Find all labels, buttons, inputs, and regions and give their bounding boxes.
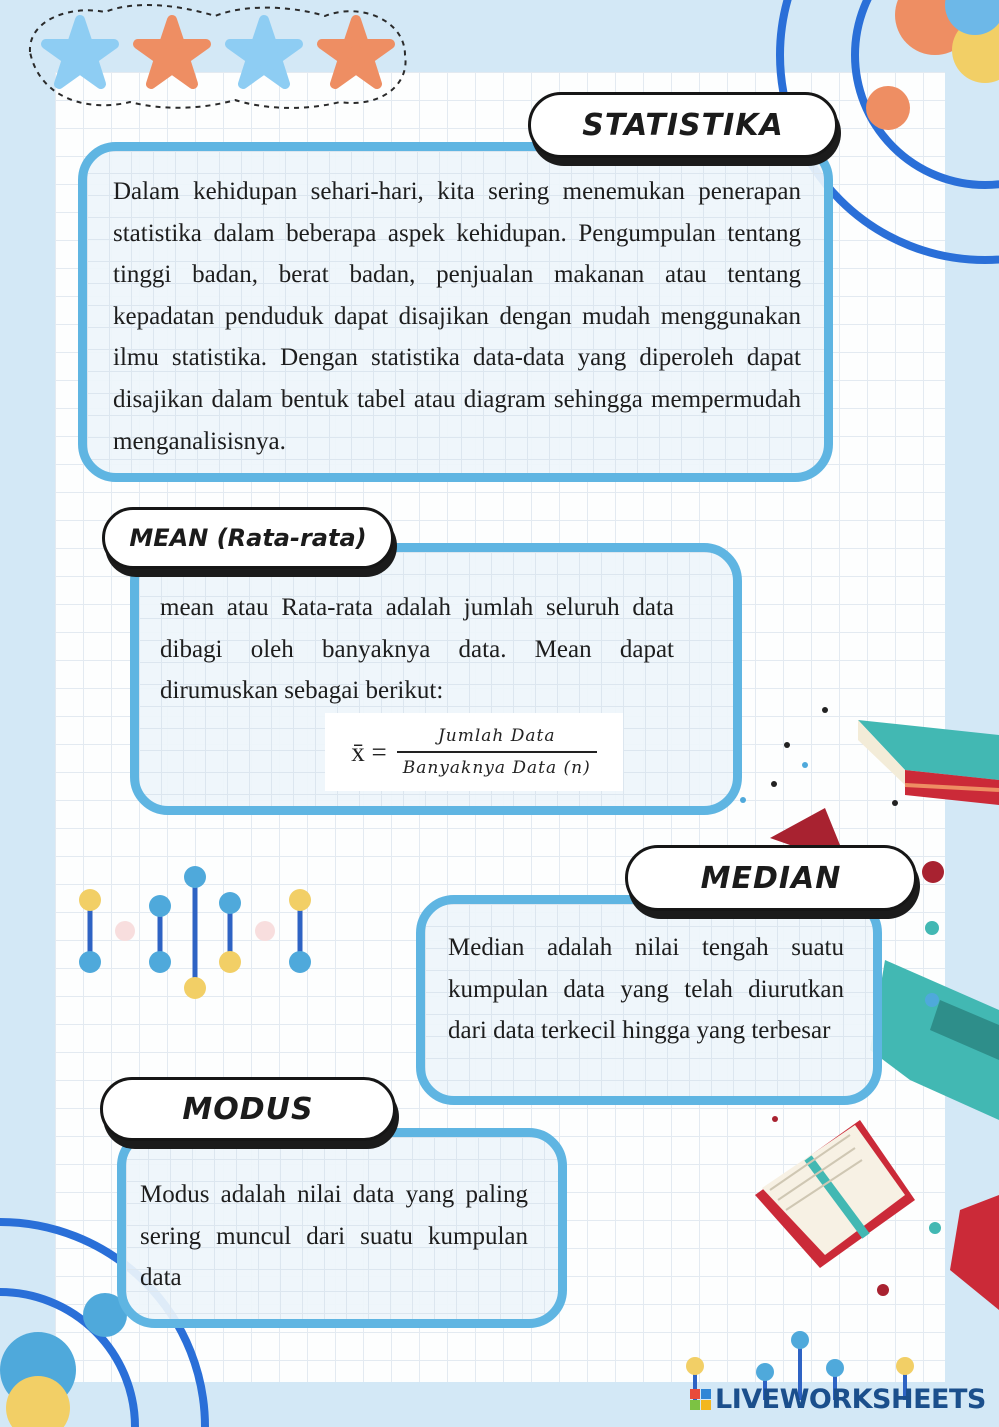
star-icon: [138, 20, 206, 84]
formula-lhs: x̄ =: [351, 736, 387, 767]
modus-title: MODUS: [182, 1091, 314, 1127]
liveworksheets-logo-icon: [690, 1389, 711, 1410]
mean-text: mean atau Rata-rata adalah jumlah seluruh data dibagi oleh banyaknya data. Mean dapat dirumuskan sebagai berikut:: [160, 594, 674, 705]
statistika-title: STATISTIKA: [582, 107, 784, 143]
formula-fraction: [397, 726, 597, 778]
median-title-pill: [625, 845, 917, 911]
watermark-text: LIVEWORKSHEETS: [715, 1384, 986, 1415]
mean-title-pill: [102, 507, 394, 569]
statistika-title-pill: [528, 92, 838, 158]
median-text: Median adalah nilai tengah suatu kumpulan data yang telah diurutkan dari data terkecil hingga yang terbesar: [448, 934, 844, 1045]
modus-text: Modus adalah nilai data yang paling sering muncul dari suatu kumpulan data: [140, 1181, 528, 1292]
star-icon: [230, 20, 298, 84]
statistika-text: Dalam kehidupan sehari-hari, kita sering menemukan penerapan statistika dalam beberapa aspek kehidupan. Pengumpulan tentang tinggi badan, berat badan, penjualan makanan atau tentang kepadatan penduduk dapat disajikan dengan mudah menggunakan ilmu statistika. Dengan statistika data-data yang diperoleh dapat disajikan dalam bentuk tabel atau diagram sehingga mempermudah menganalisisnya.: [113, 178, 801, 455]
bead-sticks-decoration: [79, 866, 311, 999]
mean-formula: [325, 713, 623, 791]
mean-title: MEAN (Rata-rata): [129, 524, 367, 552]
star-icon: [46, 20, 114, 84]
liveworksheets-watermark[interactable]: [690, 1384, 986, 1415]
modus-title-pill: [100, 1077, 396, 1141]
median-title: MEDIAN: [700, 860, 842, 896]
star-row-decoration: [30, 5, 406, 108]
star-icon: [322, 20, 390, 84]
formula-numerator: Jumlah Data: [437, 726, 556, 746]
formula-denominator: Banyaknya Data (n): [397, 751, 597, 778]
